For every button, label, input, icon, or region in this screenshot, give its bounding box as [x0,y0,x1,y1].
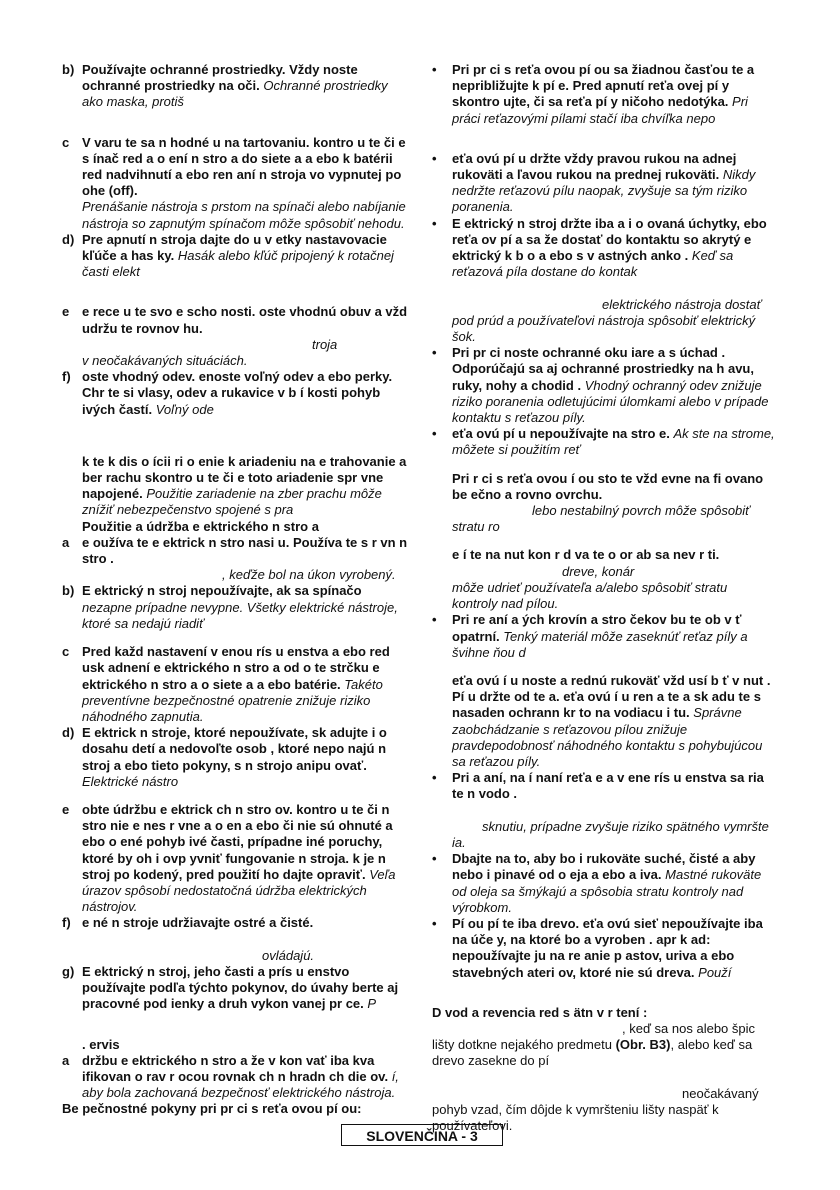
list-item-e: e e rece u te svo e scho nosti. oste vhodnú obuv a vžd udržu te rovnov hu. troja v neočakávaných situáciách. [62,304,408,369]
page-footer-label: SLOVENČINA - 3 [341,1124,503,1146]
list-item-d4: d) E ektrick n stroje, ktoré nepoužívate, sk adujte i o dosahu detí a nedovoľte osob , ktoré nepo najú n stroj a ebo tieto pokyny, s n strojo anipu ovať. Elektrické nástro [62,725,387,789]
list-item-f: f) oste vhodný odev. enoste voľný odev a ebo perky. Chr te si vlasy, odev a rukavice v b í kosti pohyb ivých častí. Voľný ode [62,369,393,417]
bullet-icon: • [432,345,437,361]
bullet-icon: • [432,215,437,231]
list-item-e4: e obte údržbu e ektrick ch n stro ov. kontro u te či n stro nie e nes r vne a o en a ebo či nie sú ohnuté a ebo o ené pohyb ivé časti, prípadne iné poruchy, ktoré by oh i ovp yvniť fungovanie n stroja. k je n stroj po kodený, pred použití ho dajte opraviť. Veľa úrazov spôsobí nedostatočná údržba elektrických nástrojov. [62,801,396,915]
bullet-item-1: • Pri pr ci s reťa ovou pí ou sa žiadnou časťou te a nepribližujte k pí e. Pred apnutí reťa ovej pí y skontro ujte, či sa reťa pí y ničoho nedotýka. Pri práci reťazovými pílami stačí iba chvíľka nepo [432,62,755,126]
bullet-icon: • [432,150,437,166]
list-item-g4: g) E ektrický n stroj, jeho časti a prís u enstvo používajte podľa týchto pokynov, do úvahy berte aj pracovné pod ienky a druh vykon vanej pr ce. P [62,963,399,1012]
left-column [62,62,408,1118]
bullet-item-6: Pri r ci s reťa ovou í ou sto te vžd evne na fi ovano be ečno a rovno ovrchu. lebo nestabilný povrch môže spôsobiť stratu ro [452,470,764,535]
list-item-a4: a e oužíva te e ektrick n stro nasi u. Používa te s r vn n stro . , keďže bol na úkon vyrobený. [62,534,408,583]
bullet-icon: • [432,612,437,628]
bullet-item-4: • Pri pr ci noste ochranné oku iare a s úchad . Odporúčajú sa aj ochranné prostriedky na h avu, ruky, nohy a chodid . Vhodný ochranný odev znižuje riziko poranenia odletujúcimi úlomkami alebo v prípade kontaktu s reťazou píly. [432,345,769,426]
bullet-icon: • [432,426,437,442]
bullet-item-3: • E ektrický n stroj držte iba a i o ovaná úchytky, ebo reťa ov pí a sa že dostať do kontaktu so akrytý e ektrický k b o a ebo s v astných anko . Keď sa reťazová píla dostane do kontak elektrického nástroja dostať pod prúd a používateľovi nástroja spôsobiť elektrický šok. [432,215,767,345]
list-item-b4: b) E ektrický n stroj nepoužívajte, ak sa spínačo nezapne prípadne nevypne. Všetky elektrické nástroje, ktoré sa nedajú riadiť [62,583,398,631]
kickback-paragraph: D vod a revencia red s ätn v r tení : , keď sa nos alebo špic lišty dotkne nejakého predmetu (Obr. B3), alebo keď sa drevo zasekne do pí neočakávaný pohyb vzad, čím dôjde k vymršteniu lišty naspäť k používateľovi. [432,1004,759,1134]
bullet-item-7: e í te na nut kon r d va te o or ab sa nev r ti.dreve, konár môže udrieť používateľa a/alebo spôsobiť stratu kontroly nad pílou. [452,547,728,612]
right-column [432,62,776,1134]
bullet-icon: • [432,915,437,931]
bullet-item-2: • eťa ovú pí u držte vždy pravou rukou na adnej rukoväti a ľavou rukou na prednej rukoväti. Nikdy nedržte reťazovú pílu naopak, zvyšuje sa tým riziko poranenia. [432,150,756,215]
bullet-item-5: • eťa ovú pí u nepoužívajte na stro e. Ak ste na strome, môžete si použitím reť [432,426,775,458]
bullet-item-9: eťa ovú í u noste a rednú rukoväť vžd usí b ť v nut . Pí u držte od te a. eťa ovú í u ren a te a sk adu te s nasaden ochrann kr to na vodiacu i tu. Správne zaobchádzanie s reťazovou pílou znižuje pravdepodobnosť náhodného kontaktu s pohybujúcou sa reťazou píly. [452,672,771,769]
list-item-b: b) Používajte ochranné prostriedky. Vždy noste ochranné prostriedky na oči. Ochranné prostriedky ako maska, protiš [62,62,388,110]
bullet-item-8: • Pri re aní a ých krovín a stro čekov bu te ob v ť opatrní. Tenký materiál môže zaseknúť reťaz píly a švihne ňou d [432,612,748,660]
safety-heading: Be pečnostné pokyny pri pr ci s reťa ovou pí ou: [62,1101,362,1117]
bullet-icon: • [432,770,437,786]
section-heading-5: . ervis [82,1036,120,1052]
list-item-g: k te k dis o ícii ri o enie k ariadeniu na e trahovanie a ber rachu skontro u te či e toto ariadenie spr vne napojené. Použitie zariadenie na zber prachu môže znížiť nebezpečenstvo spojené s pra [82,453,407,518]
section-heading-4: Použitie a údržba e ektrického n stro a [82,518,319,534]
bullet-icon: • [432,851,437,867]
bullet-item-12: • Pí ou pí te iba drevo. eťa ovú sieť nepoužívajte iba na úče y, na ktoré bo a vyroben . apr k ad: nepoužívajte ju na re anie p astov, uriva a ebo stavebných ateri ov, ktoré nie sú dreva. Použí [432,915,763,980]
list-item-a5: a držbu e ektrického n stro a že v kon vať iba kva ifikovan o rav r ocou rovnak ch n hradn ch die ov. í, aby bola zachovaná bezpečnosť elektrického nástroja. [62,1052,399,1101]
bullet-item-10: • Pri a aní, na í naní reťa e a v ene rís u enstva sa ria te n vodo . sknutiu, prípadne zvyšuje riziko spätného vymršte ia. [432,770,769,850]
bullet-icon: • [432,62,437,77]
list-item-f4: f) e né n stroje udržiavajte ostré a čisté. ovládajú. [62,915,315,963]
list-item-d: d) Pre apnutí n stroja dajte do u v etky nastavovacie kľúče a has ky. Hasák alebo kľúč pripojený k rotačnej časti elekt [62,231,394,280]
bullet-item-11: • Dbajte na to, aby bo i rukoväte suché, čisté a aby nebo i pinavé od o eja a ebo a iva. Mastné rukoväte od oleja sa šmýkajú a spôsobia stratu kontroly nad výrobkom. [432,851,762,915]
list-item-c4: c Pred každ nastavení v enou rís u enstva a ebo red usk adnení e ektrického n stro a od o te strčku e ektrického n stro a o siete a a ebo batérie. Takéto preventívne bezpečnostné opatrenie znižuje riziko náhodného zapnutia. [62,644,390,724]
list-item-c: c V varu te sa n hodné u na tartovaniu. kontro u te či e s ínač red a o ení n stro a do siete a a ebo k batérii red nadvihnutí a ebo ren aní n stroja vo vypnutej po ohe (off). Prenášanie nástroja s prstom na spínači alebo nabíjanie nástroja so zapnutým spínačom môže spôsobiť nehodu. [62,134,406,231]
